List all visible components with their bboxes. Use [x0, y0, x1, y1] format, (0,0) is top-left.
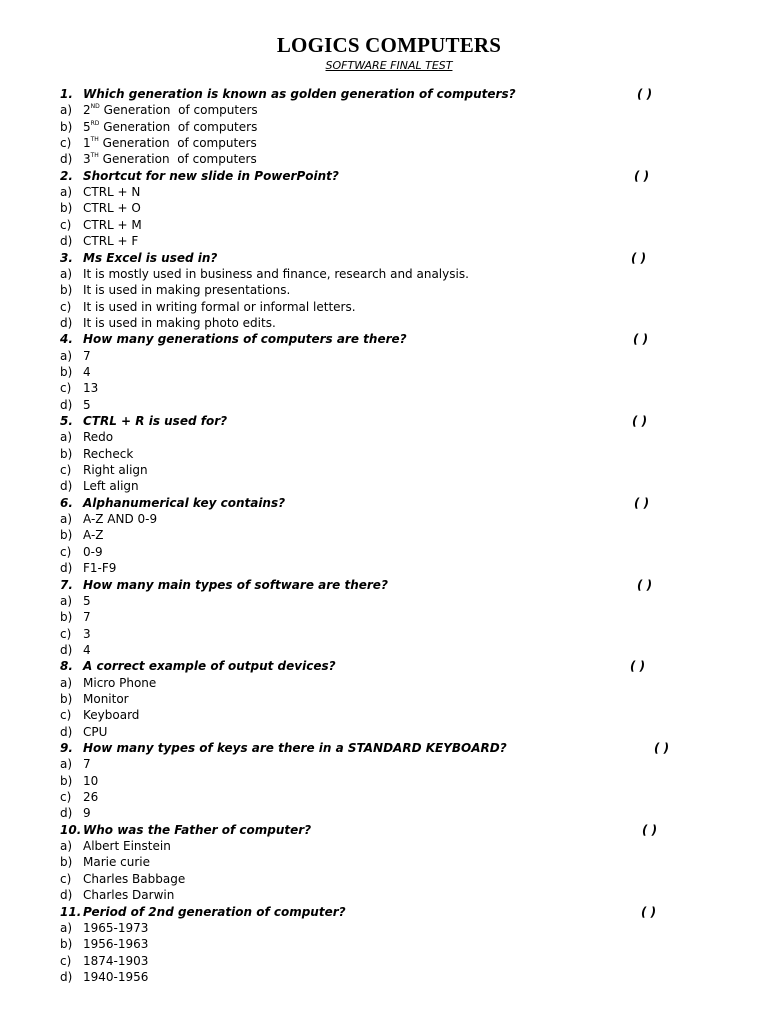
option-text	[83, 380, 98, 396]
option-text-rest: Generation of computers	[98, 136, 257, 151]
option-text	[83, 544, 103, 560]
answer-blank: ( )	[637, 577, 653, 592]
option-text-main: Micro Phone	[83, 675, 157, 690]
option-letter: c)	[60, 463, 72, 478]
option-text-main: It is mostly used in business and finance, research and analysis.	[83, 266, 469, 281]
answer-blank: ( )	[634, 168, 650, 183]
answer-blank: ( )	[630, 659, 646, 674]
option-text	[83, 560, 116, 576]
option-text-main: Charles Darwin	[83, 888, 175, 903]
option-text	[83, 773, 98, 789]
option-text	[83, 282, 290, 298]
question-number: 2.	[60, 168, 73, 183]
option-text-main: 1940-1956	[83, 969, 149, 984]
option-text	[83, 756, 91, 772]
option-letter: c)	[60, 217, 72, 232]
question-number: 7.	[60, 577, 73, 592]
option-text-rest: Generation of computers	[99, 103, 258, 118]
option-text-main: 1	[83, 136, 91, 151]
option-letter: b)	[60, 119, 73, 134]
option-letter: b)	[60, 528, 73, 543]
option-letter: b)	[60, 201, 73, 216]
option-letter: c)	[60, 136, 72, 151]
question-number: 3.	[60, 250, 73, 265]
option-text-main: 5	[83, 593, 91, 608]
option-letter: d)	[60, 969, 73, 984]
option-letter: d)	[60, 724, 73, 739]
option-text-main: 3	[83, 626, 91, 641]
option-letter: b)	[60, 773, 73, 788]
option-letter: d)	[60, 806, 73, 821]
option-text	[83, 266, 469, 282]
option-letter: a)	[60, 593, 73, 608]
question-number: 5.	[60, 414, 73, 428]
option-text	[83, 364, 91, 380]
option-text-main: 13	[83, 381, 99, 396]
document-subtitle: SOFTWARE FINAL TEST	[325, 59, 453, 72]
option-letter: a)	[60, 103, 73, 118]
option-letter: b)	[60, 283, 73, 298]
option-text-main: 7	[83, 610, 91, 625]
option-letter: b)	[60, 691, 73, 706]
question-text: A correct example of output devices?	[83, 659, 336, 674]
option-text	[83, 184, 140, 200]
option-letter: c)	[60, 790, 72, 805]
option-text-main: A-Z	[83, 528, 104, 543]
option-text-main: It is used in making photo edits.	[83, 315, 276, 330]
option-letter: c)	[60, 381, 72, 396]
option-text-main: Right align	[83, 463, 148, 478]
option-letter: c)	[60, 299, 72, 314]
ordinal-suffix: TH	[90, 136, 99, 144]
option-text	[83, 511, 157, 527]
option-text	[83, 691, 129, 707]
option-text	[83, 789, 98, 805]
option-text	[83, 805, 91, 821]
option-letter: a)	[60, 266, 73, 281]
option-text	[83, 887, 174, 903]
option-text	[83, 854, 150, 870]
option-letter: c)	[60, 544, 72, 559]
option-text	[83, 920, 148, 936]
option-letter: a)	[60, 185, 73, 200]
option-text	[83, 838, 171, 854]
answer-blank: ( )	[633, 332, 649, 347]
option-letter: d)	[60, 234, 73, 249]
question-text: Which generation is known as golden generation of computers?	[83, 87, 516, 101]
option-text-main: F1-F9	[83, 561, 117, 576]
option-letter: d)	[60, 561, 73, 576]
question-text: How many types of keys are there in a STANDARD KEYBOARD?	[83, 741, 507, 755]
option-text-main: Charles Babbage	[83, 871, 186, 886]
option-text	[83, 446, 133, 462]
option-text	[83, 626, 91, 642]
option-letter: d)	[60, 397, 73, 412]
option-letter: c)	[60, 871, 72, 886]
question-number: 11.	[60, 904, 82, 919]
option-text-main: Albert Einstein	[83, 839, 171, 854]
option-text-main: It is used in making presentations.	[83, 283, 291, 298]
option-text	[83, 119, 257, 135]
option-text	[83, 217, 142, 233]
option-letter: a)	[60, 675, 73, 690]
answer-blank: ( )	[632, 414, 648, 428]
option-text	[83, 135, 257, 151]
option-text-main: 1965-1973	[83, 920, 149, 935]
option-letter: b)	[60, 364, 73, 379]
question-text: Alphanumerical key contains?	[83, 495, 286, 510]
answer-blank: ( )	[641, 904, 657, 919]
question-text: Ms Excel is used in?	[83, 250, 218, 265]
option-letter: d)	[60, 479, 73, 494]
option-letter: a)	[60, 348, 73, 363]
option-letter: b)	[60, 937, 73, 952]
answer-blank: ( )	[631, 250, 647, 265]
option-text-rest: Generation of computers	[99, 119, 258, 134]
document-title: LOGICS COMPUTERS	[276, 33, 502, 57]
option-text-main: CTRL + N	[83, 185, 141, 200]
option-text-main: It is used in writing formal or informal letters.	[83, 299, 356, 314]
option-letter: b)	[60, 855, 73, 870]
ordinal-suffix: ND	[90, 103, 100, 111]
option-letter: d)	[60, 152, 73, 167]
option-text	[83, 871, 185, 887]
option-letter: a)	[60, 512, 73, 527]
option-text-main: CTRL + F	[83, 234, 139, 249]
option-text-main: 0-9	[83, 544, 103, 559]
option-text-main: Monitor	[83, 691, 129, 706]
option-letter: a)	[60, 920, 73, 935]
answer-blank: ( )	[654, 741, 670, 755]
option-text-main: Left align	[83, 479, 139, 494]
option-text-main: 26	[83, 790, 99, 805]
option-text-main: CTRL + M	[83, 217, 142, 232]
question-number: 1.	[60, 87, 73, 101]
ordinal-suffix: TH	[90, 152, 99, 160]
option-text-main: 9	[83, 806, 91, 821]
option-letter: a)	[60, 839, 73, 854]
question-text: CTRL + R is used for?	[83, 414, 228, 428]
option-text-main: Marie curie	[83, 855, 151, 870]
option-text-main: 4	[83, 364, 91, 379]
option-text	[83, 593, 91, 609]
option-letter: c)	[60, 708, 72, 723]
answer-blank: ( )	[634, 495, 650, 510]
option-letter: c)	[60, 953, 72, 968]
option-text	[83, 936, 148, 952]
question-text: How many generations of computers are there?	[83, 332, 407, 347]
option-text-main: 10	[83, 773, 99, 788]
option-text-main: 1874-1903	[83, 953, 149, 968]
option-text	[83, 151, 257, 167]
question-number: 4.	[60, 332, 73, 347]
option-text	[83, 429, 113, 445]
option-text-main: 5	[83, 119, 91, 134]
option-letter: d)	[60, 642, 73, 657]
option-text-main: 4	[83, 642, 91, 657]
option-letter: c)	[60, 626, 72, 641]
ordinal-suffix: RD	[90, 119, 100, 127]
question-text: Shortcut for new slide in PowerPoint?	[83, 168, 339, 183]
option-text	[83, 348, 91, 364]
answer-blank: ( )	[642, 822, 658, 837]
option-letter: b)	[60, 610, 73, 625]
option-text	[83, 969, 148, 985]
question-text: Period of 2nd generation of computer?	[83, 904, 346, 919]
question-number: 9.	[60, 741, 73, 755]
option-text	[83, 200, 141, 216]
option-text	[83, 609, 91, 625]
option-text-main: 2	[83, 103, 91, 118]
option-text-main: A-Z AND 0-9	[83, 512, 158, 527]
option-text	[83, 299, 356, 315]
question-number: 10.	[60, 822, 82, 837]
answer-blank: ( )	[637, 87, 653, 101]
option-text-main: CPU	[83, 724, 108, 739]
option-text-main: Recheck	[83, 446, 134, 461]
option-text	[83, 397, 91, 413]
option-text	[83, 707, 139, 723]
option-text	[83, 953, 148, 969]
option-text	[83, 462, 148, 478]
option-text-main: 7	[83, 348, 91, 363]
option-text-main: 3	[83, 152, 91, 167]
option-text	[83, 724, 107, 740]
question-number: 6.	[60, 495, 73, 510]
option-text	[83, 527, 104, 543]
question-text: How many main types of software are there?	[83, 577, 388, 592]
option-text	[83, 675, 156, 691]
option-letter: b)	[60, 446, 73, 461]
option-letter: d)	[60, 888, 73, 903]
option-text-main: 7	[83, 757, 91, 772]
option-text-main: Keyboard	[83, 708, 140, 723]
option-letter: a)	[60, 757, 73, 772]
option-text	[83, 478, 139, 494]
option-text-main: 1956-1963	[83, 937, 149, 952]
option-text	[83, 102, 258, 118]
option-text	[83, 642, 91, 658]
question-text: Who was the Father of computer?	[83, 822, 312, 837]
option-text	[83, 315, 276, 331]
option-letter: a)	[60, 430, 73, 445]
option-text-main: CTRL + O	[83, 201, 141, 216]
option-text-main: Redo	[83, 430, 114, 445]
question-number: 8.	[60, 659, 73, 674]
option-text-main: 5	[83, 397, 91, 412]
option-letter: d)	[60, 315, 73, 330]
option-text	[83, 233, 138, 249]
option-text-rest: Generation of computers	[98, 152, 257, 167]
